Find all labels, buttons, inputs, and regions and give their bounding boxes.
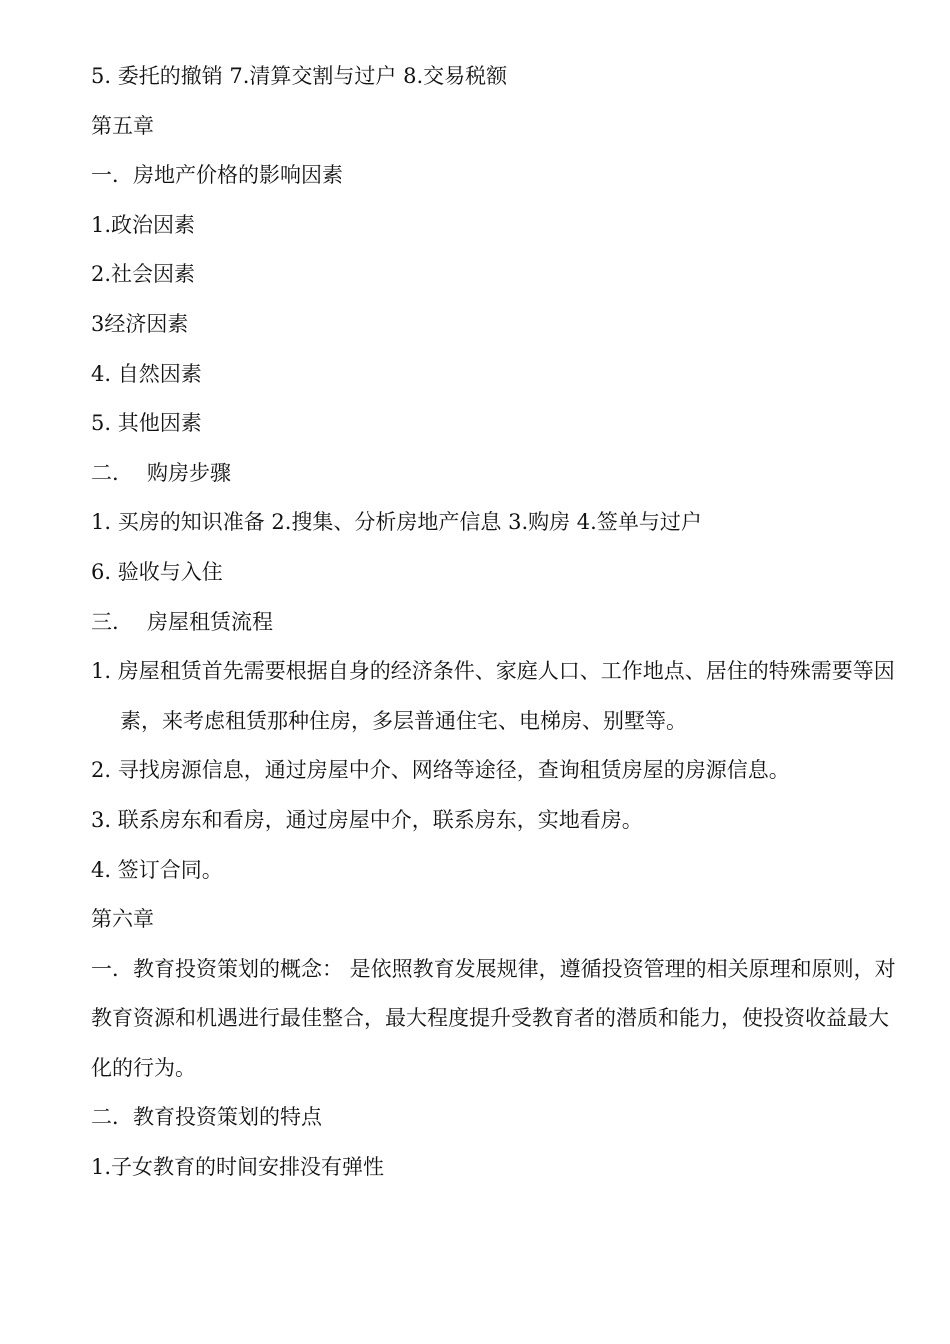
rent-process-heading — [91, 598, 897, 648]
buy-steps-heading — [91, 449, 897, 499]
buy-step-6: 6. 验收与入住 — [91, 559, 223, 584]
edu-concept-paragraph: 一．教育投资策划的概念： 是依照教育发展规律，遵循投资管理的相关原理和原则，对教育资源和机遇进行最佳整合，最大程度提升受教育者的潜质和能力，使投资收益最大化的行为。 — [91, 956, 896, 1080]
rent-step-1: 1. 房屋租赁首先需要根据自身的经济条件、家庭人口、工作地点、居住的特殊需要等因素，来考虑租赁那种住房，多层普通住宅、电梯房、别墅等。 — [91, 659, 895, 733]
document-page — [91, 52, 897, 1193]
section-number: 三. — [91, 609, 119, 634]
factor-social: 2.社会因素 — [91, 262, 196, 287]
stock-trade-steps: 5. 委托的撤销 7.清算交割与过户 8.交易税额 — [91, 64, 508, 88]
section-title: 购房步骤 — [147, 460, 231, 485]
buy-steps-list: 1. 买房的知识准备 2.搜集、分析房地产信息 3.购房 4.签单与过户 — [91, 510, 702, 535]
chapter-5-heading: 第五章 — [91, 113, 154, 138]
factor-natural: 4. 自然因素 — [91, 361, 202, 386]
section-title: 房屋租赁流程 — [147, 609, 273, 634]
section-number: 二. — [91, 460, 119, 485]
factor-political: 1.政治因素 — [91, 212, 196, 237]
factor-other: 5. 其他因素 — [91, 411, 202, 436]
price-factors-heading: 一．房地产价格的影响因素 — [91, 163, 343, 188]
rent-step-4: 4. 签订合同。 — [91, 857, 223, 882]
factor-economic: 3经济因素 — [91, 311, 189, 336]
rent-step-2: 2. 寻找房源信息，通过房屋中介、网络等途径，查询租赁房屋的房源信息。 — [91, 758, 790, 783]
rent-step-3: 3. 联系房东和看房，通过房屋中介，联系房东，实地看房。 — [91, 807, 643, 832]
chapter-6-heading: 第六章 — [91, 907, 154, 932]
edu-features-heading: 二．教育投资策划的特点 — [91, 1105, 322, 1130]
edu-feature-1: 1.子女教育的时间安排没有弹性 — [91, 1155, 385, 1180]
